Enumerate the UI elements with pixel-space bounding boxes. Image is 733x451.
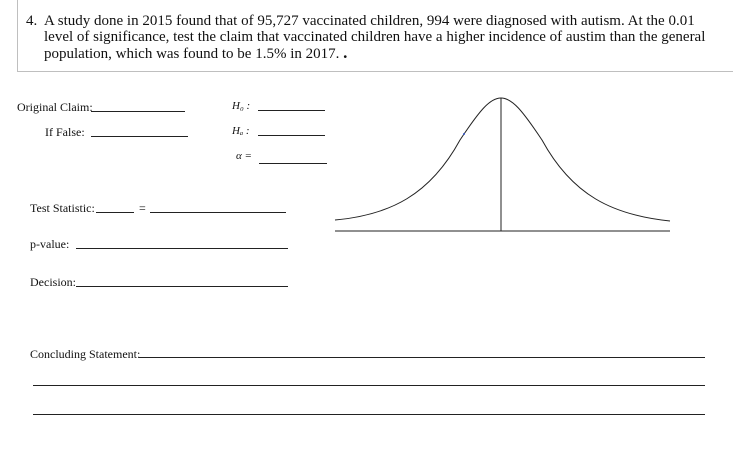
concluding-statement-label: Concluding Statement: <box>30 347 141 361</box>
problem-text <box>44 13 716 62</box>
equals-sign: = <box>139 201 146 215</box>
bell-curve <box>335 98 670 221</box>
original-claim-blank[interactable] <box>91 111 185 112</box>
alt-hypothesis-label: Hₐ : <box>232 125 250 137</box>
test-statistic-label: Test Statistic: <box>30 201 95 215</box>
concluding-statement-blank-3[interactable] <box>33 414 705 415</box>
normal-curve-diagram <box>330 90 680 240</box>
original-claim-label: Original Claim: <box>17 100 93 114</box>
p-value-blank[interactable] <box>76 248 288 249</box>
trailing-mark: . <box>343 43 348 62</box>
test-statistic-value-blank[interactable] <box>150 212 286 213</box>
concluding-statement-blank-1[interactable] <box>139 357 705 358</box>
if-false-label: If False: <box>45 125 85 139</box>
critical-point-mark <box>463 133 465 135</box>
null-hypothesis-label: H₀ : <box>232 100 251 112</box>
alpha-label: α = <box>236 150 252 162</box>
if-false-blank[interactable] <box>91 136 188 137</box>
decision-blank[interactable] <box>76 286 288 287</box>
alpha-blank[interactable] <box>259 163 327 164</box>
test-statistic-symbol-blank[interactable] <box>96 212 134 213</box>
alt-hypothesis-blank[interactable] <box>258 135 325 136</box>
decision-label: Decision: <box>30 275 76 289</box>
null-hypothesis-blank[interactable] <box>258 110 325 111</box>
problem-number: 4. <box>26 13 38 29</box>
problem-body: A study done in 2015 found that of 95,727 vaccinated children, 994 were diagnosed with autism. At the 0.01 level of significance, test the claim that vaccinated children have a higher incidence of austim than the general population, which was found to be 1.5% in 2017. <box>44 13 706 62</box>
p-value-label: p-value: <box>30 237 70 251</box>
concluding-statement-blank-2[interactable] <box>33 385 705 386</box>
